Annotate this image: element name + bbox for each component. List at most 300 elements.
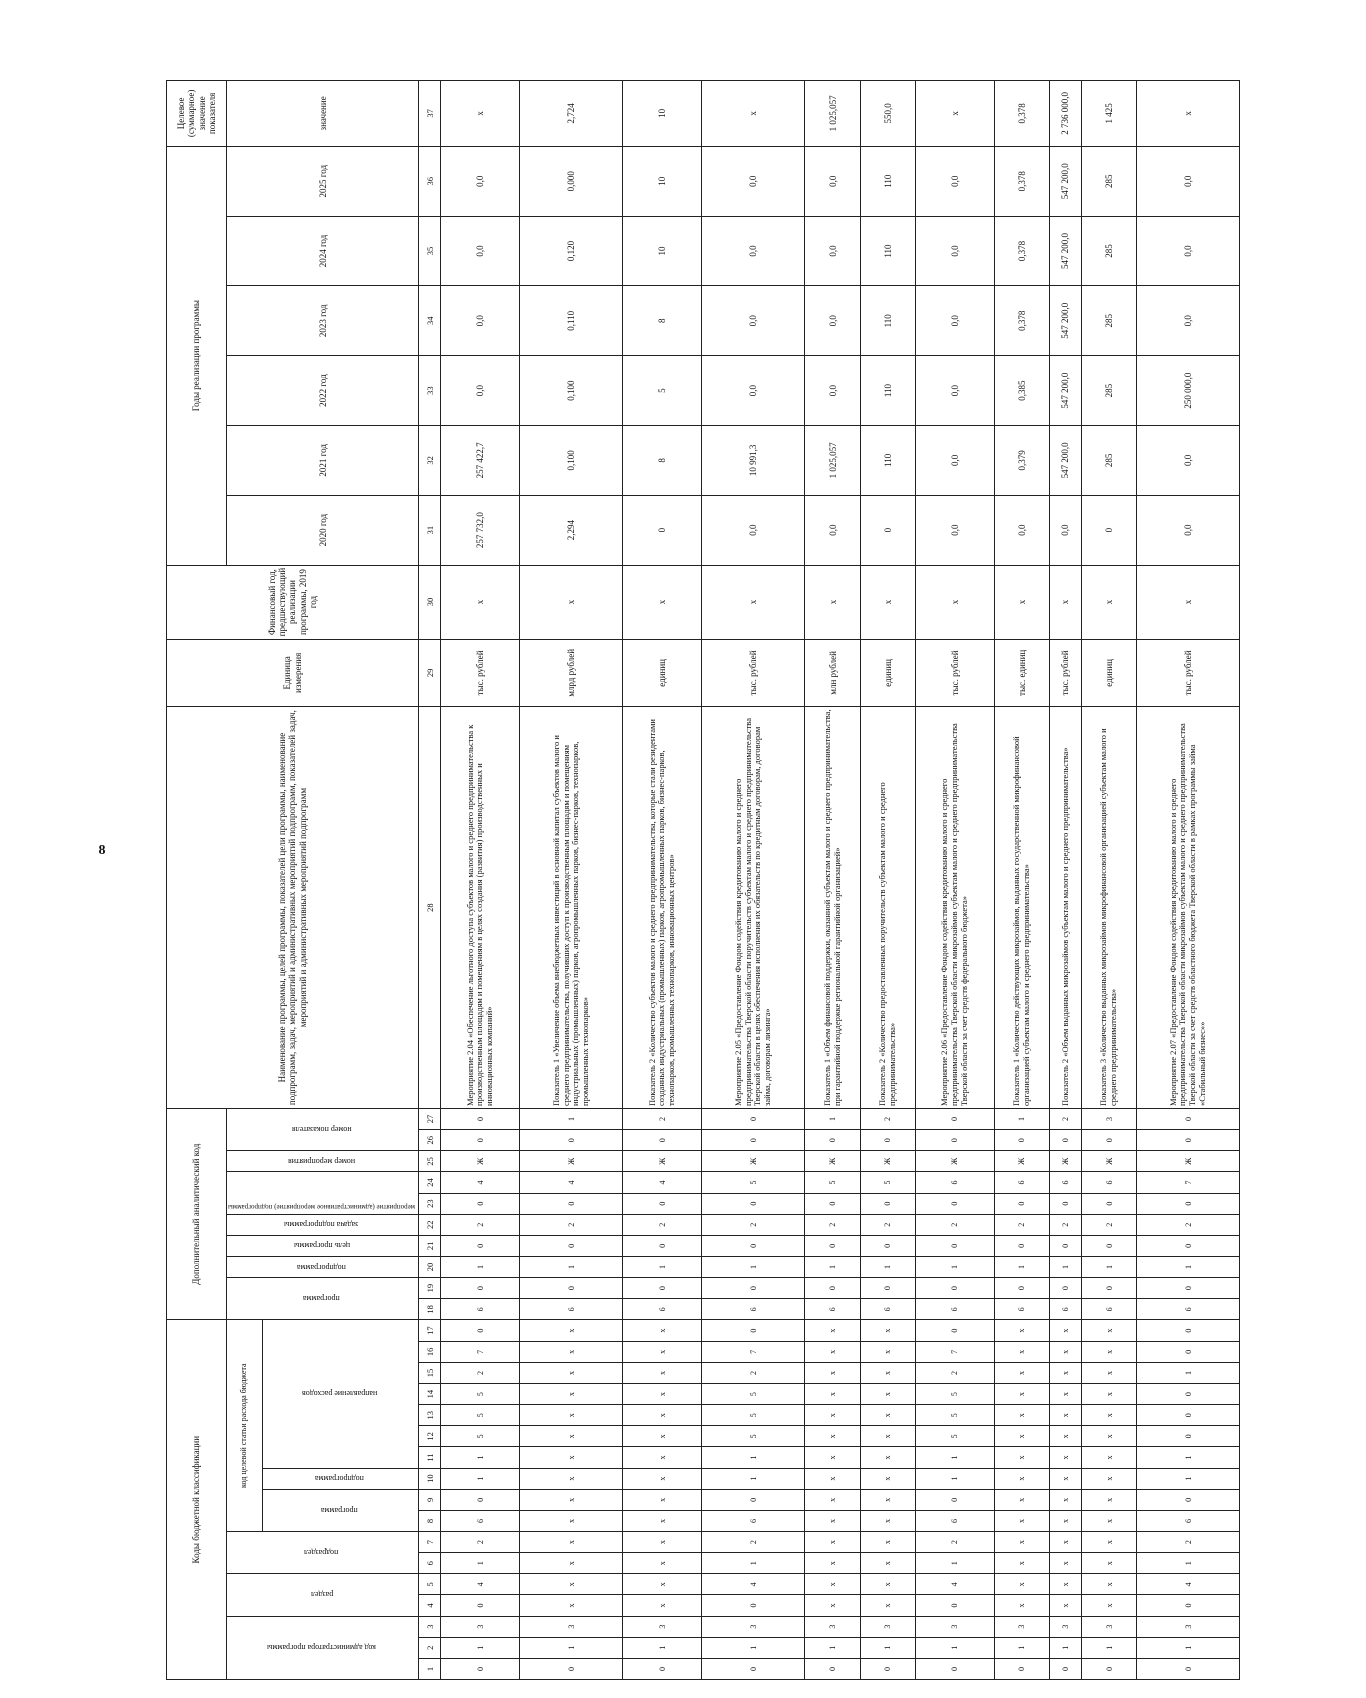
- column-number: 28: [419, 707, 441, 1109]
- year-value-cell: 0,0: [441, 286, 520, 356]
- code-cell: 0: [1050, 1193, 1082, 1214]
- code-cell: 0: [441, 1320, 520, 1341]
- code-cell: х: [805, 1468, 860, 1489]
- code-cell: 1: [1050, 1256, 1082, 1277]
- table-row: [702, 81, 805, 1680]
- unit-cell: единиц: [623, 639, 702, 707]
- code-cell: 5: [441, 1426, 520, 1447]
- code-cell: х: [1081, 1384, 1136, 1405]
- item-name-cell: Мероприятие 2.06 «Предоставление Фондом содействия кредитованию малого и среднего предпринимательства Тверской области микрозаймов субъектам малого и среднего предпринимательства Тверской области за счет средств федерального бюджета»: [915, 707, 994, 1109]
- item-name-cell: Мероприятие 2.04 «Обеспечение льготного доступа субъектов малого и среднего предпринимательства к производственным площадям и помещениям в целях создания (развития) производственных и инновационных компаний»: [441, 707, 520, 1109]
- code-cell: 0: [805, 1130, 860, 1151]
- code-cell: 1: [994, 1108, 1049, 1129]
- code-cell: 0: [1081, 1235, 1136, 1256]
- year-value-cell: 5: [623, 356, 702, 426]
- code-cell: 0: [623, 1235, 702, 1256]
- target-group-header: Целевое (суммарное) значение показателя: [167, 81, 227, 147]
- year-value-cell: 257 422,7: [441, 425, 520, 495]
- code-cell: х: [1050, 1468, 1082, 1489]
- year-value-cell: 0,0: [994, 495, 1049, 565]
- code-cell: 0: [1050, 1658, 1082, 1679]
- code-cell: 6: [805, 1299, 860, 1320]
- code-cell: х: [805, 1341, 860, 1362]
- code-cell: 2: [994, 1214, 1049, 1235]
- unit-cell: единиц: [860, 639, 915, 707]
- base-year-cell: х: [702, 565, 805, 639]
- year-value-cell: 0,0: [805, 216, 860, 286]
- column-number: 19: [419, 1278, 441, 1299]
- subprogram2-header: подпрограмма: [227, 1256, 419, 1277]
- code-cell: 1: [623, 1637, 702, 1658]
- code-cell: х: [1050, 1362, 1082, 1383]
- code-cell: х: [1050, 1405, 1082, 1426]
- budget-codes-header: Коды бюджетной классификации: [167, 1320, 227, 1680]
- year-value-cell: 0,378: [994, 286, 1049, 356]
- unit-cell: тыс. рублей: [1137, 639, 1240, 707]
- code-cell: 1: [441, 1447, 520, 1468]
- code-cell: 0: [1137, 1193, 1240, 1214]
- year-value-cell: 110: [860, 146, 915, 216]
- code-cell: 1: [520, 1108, 623, 1129]
- code-cell: 1: [805, 1256, 860, 1277]
- code-cell: Ж: [702, 1151, 805, 1172]
- target-value-cell: х: [915, 81, 994, 147]
- code-cell: 1: [915, 1256, 994, 1277]
- code-cell: 0: [1050, 1235, 1082, 1256]
- code-cell: Ж: [915, 1151, 994, 1172]
- code-cell: х: [994, 1362, 1049, 1383]
- year-value-cell: 0,0: [1137, 146, 1240, 216]
- code-cell: 0: [1050, 1130, 1082, 1151]
- target-value-cell: 0,378: [994, 81, 1049, 147]
- code-cell: 1: [441, 1468, 520, 1489]
- code-cell: х: [520, 1489, 623, 1510]
- column-number: 1: [419, 1658, 441, 1679]
- code-cell: х: [1081, 1447, 1136, 1468]
- year-value-cell: 0,0: [805, 495, 860, 565]
- code-cell: 3: [1081, 1616, 1136, 1637]
- code-cell: х: [1081, 1341, 1136, 1362]
- code-cell: 1: [520, 1256, 623, 1277]
- code-cell: х: [860, 1553, 915, 1574]
- code-cell: х: [994, 1468, 1049, 1489]
- column-number: 31: [419, 495, 441, 565]
- code-cell: х: [805, 1405, 860, 1426]
- code-cell: 0: [1137, 1108, 1240, 1129]
- code-cell: х: [623, 1489, 702, 1510]
- column-number: 7: [419, 1532, 441, 1553]
- code-cell: 0: [520, 1193, 623, 1214]
- code-cell: х: [805, 1320, 860, 1341]
- year-value-cell: 285: [1081, 146, 1136, 216]
- code-cell: х: [860, 1405, 915, 1426]
- code-cell: 0: [1137, 1384, 1240, 1405]
- code-cell: Ж: [1050, 1151, 1082, 1172]
- code-cell: х: [1050, 1553, 1082, 1574]
- code-cell: 3: [520, 1616, 623, 1637]
- code-cell: 0: [520, 1658, 623, 1679]
- code-cell: 0: [915, 1489, 994, 1510]
- code-cell: 3: [805, 1616, 860, 1637]
- code-cell: х: [1081, 1553, 1136, 1574]
- code-cell: 2: [441, 1362, 520, 1383]
- column-number: 17: [419, 1320, 441, 1341]
- item-name-cell: Показатель 1 «Объем финансовой поддержки, оказанной субъектам малого и среднего предпринимательства, при гарантийной поддержке региональной гарантийной организацией»: [805, 707, 860, 1109]
- column-number: 5: [419, 1574, 441, 1595]
- code-cell: 0: [805, 1193, 860, 1214]
- code-cell: х: [623, 1510, 702, 1531]
- target-value-cell: х: [441, 81, 520, 147]
- code-cell: х: [994, 1553, 1049, 1574]
- code-cell: 0: [702, 1130, 805, 1151]
- base-year-header: Финансовый год, предшествующий реализации программы, 2019 год: [167, 565, 419, 639]
- code-cell: х: [623, 1320, 702, 1341]
- code-cell: 0: [994, 1658, 1049, 1679]
- code-cell: х: [805, 1447, 860, 1468]
- code-cell: 3: [702, 1616, 805, 1637]
- table-row: [1050, 81, 1082, 1680]
- code-cell: 0: [1137, 1320, 1240, 1341]
- code-cell: 0: [1137, 1489, 1240, 1510]
- column-number: 25: [419, 1151, 441, 1172]
- code-cell: 5: [915, 1384, 994, 1405]
- code-cell: х: [1081, 1405, 1136, 1426]
- unit-cell: млн рублей: [805, 639, 860, 707]
- column-number: 26: [419, 1130, 441, 1151]
- code-cell: 1: [1137, 1637, 1240, 1658]
- item-name-cell: Мероприятие 2.07 «Предоставление Фондом содействия кредитованию малого и среднего предпринимательства Тверской области микрозаймов субъектам малого и среднего предпринимательства Тверской области за счет средств областного бюджета Тверской области в рамках программы займа «Стабильный бизнес»»: [1137, 707, 1240, 1109]
- year-value-cell: 547 200,0: [1050, 425, 1082, 495]
- code-cell: 0: [860, 1658, 915, 1679]
- year-value-cell: 0,0: [915, 146, 994, 216]
- code-cell: 5: [702, 1172, 805, 1193]
- code-cell: х: [1081, 1489, 1136, 1510]
- code-cell: х: [1050, 1532, 1082, 1553]
- code-cell: 4: [441, 1172, 520, 1193]
- code-cell: Ж: [623, 1151, 702, 1172]
- code-cell: 4: [915, 1574, 994, 1595]
- code-cell: х: [1050, 1384, 1082, 1405]
- code-cell: 2: [915, 1214, 994, 1235]
- code-cell: 0: [623, 1658, 702, 1679]
- code-cell: х: [1050, 1595, 1082, 1616]
- year-value-cell: 10: [623, 216, 702, 286]
- program-table: [166, 80, 1240, 1680]
- table-row: [623, 81, 702, 1680]
- code-cell: х: [520, 1595, 623, 1616]
- code-cell: 3: [860, 1616, 915, 1637]
- year-value-cell: 10: [623, 146, 702, 216]
- item-name-cell: Показатель 2 «Объем выданных микрозаймов субъектам малого и среднего предпринимательства»: [1050, 707, 1082, 1109]
- code-cell: 0: [915, 1658, 994, 1679]
- code-cell: 3: [441, 1616, 520, 1637]
- year-value-cell: 0,0: [915, 356, 994, 426]
- year-value-cell: 0: [860, 495, 915, 565]
- year-value-cell: 0,0: [702, 146, 805, 216]
- task-header: задача подпрограммы: [227, 1214, 419, 1235]
- code-cell: 0: [1081, 1130, 1136, 1151]
- code-cell: х: [994, 1447, 1049, 1468]
- code-cell: 0: [1137, 1426, 1240, 1447]
- year-value-cell: 0,0: [1137, 495, 1240, 565]
- code-cell: 2: [915, 1532, 994, 1553]
- table-row: [1081, 81, 1136, 1680]
- code-cell: х: [623, 1405, 702, 1426]
- code-cell: 5: [702, 1384, 805, 1405]
- measure-header: мероприятие (административное мероприятие) подпрограммы: [227, 1172, 419, 1214]
- code-cell: 1: [915, 1637, 994, 1658]
- code-cell: х: [623, 1553, 702, 1574]
- base-year-cell: х: [441, 565, 520, 639]
- code-cell: 2: [623, 1108, 702, 1129]
- code-cell: 4: [702, 1574, 805, 1595]
- code-cell: 0: [994, 1278, 1049, 1299]
- column-number: 32: [419, 425, 441, 495]
- target-value-cell: х: [1137, 81, 1240, 147]
- admin-code-header: код администратора программы: [227, 1616, 419, 1679]
- code-cell: х: [860, 1384, 915, 1405]
- code-cell: 0: [915, 1320, 994, 1341]
- code-cell: х: [805, 1510, 860, 1531]
- code-cell: 6: [441, 1510, 520, 1531]
- year-value-cell: 0,379: [994, 425, 1049, 495]
- code-cell: х: [805, 1595, 860, 1616]
- code-cell: 6: [994, 1299, 1049, 1320]
- additional-code-header: Дополнительный аналитический код: [167, 1108, 227, 1319]
- code-cell: х: [520, 1426, 623, 1447]
- code-cell: х: [1050, 1320, 1082, 1341]
- code-cell: 0: [860, 1235, 915, 1256]
- target-value-cell: 550,0: [860, 81, 915, 147]
- code-cell: 3: [1081, 1108, 1136, 1129]
- target-value-cell: 1 425: [1081, 81, 1136, 147]
- code-cell: 0: [441, 1658, 520, 1679]
- code-cell: 1: [994, 1637, 1049, 1658]
- table-row: [441, 81, 520, 1680]
- code-cell: 0: [1081, 1278, 1136, 1299]
- year-value-cell: 0,0: [1137, 216, 1240, 286]
- code-cell: 5: [702, 1405, 805, 1426]
- column-number: 33: [419, 356, 441, 426]
- year-value-cell: 0,0: [1137, 425, 1240, 495]
- year-value-cell: 0: [1081, 495, 1136, 565]
- table-row: [1137, 81, 1240, 1680]
- item-name-cell: Мероприятие 2.05 «Предоставление Фондом содействия кредитованию малого и среднего предпринимательства Тверской области поручительств субъектам малого и среднего предпринимательства Тверской области в целях обеспечения исполнения их обязательств по кредитным договорам, договорам займа, договорам лизинга»: [702, 707, 805, 1109]
- code-cell: х: [623, 1362, 702, 1383]
- code-cell: 0: [1137, 1658, 1240, 1679]
- base-year-cell: х: [915, 565, 994, 639]
- code-cell: Ж: [1137, 1151, 1240, 1172]
- code-cell: 1: [994, 1256, 1049, 1277]
- code-cell: 0: [702, 1108, 805, 1129]
- target-value-cell: 2,724: [520, 81, 623, 147]
- code-cell: 1: [915, 1553, 994, 1574]
- year-value-cell: 0,378: [994, 146, 1049, 216]
- table-row: [520, 81, 623, 1680]
- code-cell: 0: [520, 1130, 623, 1151]
- code-cell: 4: [623, 1172, 702, 1193]
- code-cell: 0: [805, 1278, 860, 1299]
- base-year-cell: х: [623, 565, 702, 639]
- code-cell: Ж: [520, 1151, 623, 1172]
- column-number: 12: [419, 1426, 441, 1447]
- code-cell: 1: [1137, 1362, 1240, 1383]
- code-cell: х: [994, 1426, 1049, 1447]
- code-cell: х: [805, 1489, 860, 1510]
- code-cell: 2: [1137, 1532, 1240, 1553]
- code-cell: 0: [994, 1193, 1049, 1214]
- code-cell: 6: [1137, 1299, 1240, 1320]
- code-cell: х: [623, 1532, 702, 1553]
- year-2022-header: 2022 год: [227, 356, 419, 426]
- code-cell: 0: [860, 1278, 915, 1299]
- base-year-cell: х: [860, 565, 915, 639]
- code-cell: 2: [1081, 1214, 1136, 1235]
- year-value-cell: 0: [623, 495, 702, 565]
- code-cell: 1: [1137, 1553, 1240, 1574]
- target-value-cell: 2 736 000,0: [1050, 81, 1082, 147]
- code-cell: х: [994, 1320, 1049, 1341]
- column-number: 15: [419, 1362, 441, 1383]
- year-value-cell: 0,0: [805, 146, 860, 216]
- code-cell: 1: [702, 1447, 805, 1468]
- year-2023-header: 2023 год: [227, 286, 419, 356]
- code-cell: 6: [702, 1510, 805, 1531]
- code-cell: 0: [702, 1235, 805, 1256]
- column-number: 29: [419, 639, 441, 707]
- code-cell: х: [1081, 1468, 1136, 1489]
- code-cell: х: [805, 1362, 860, 1383]
- code-cell: 1: [915, 1468, 994, 1489]
- code-cell: 1: [702, 1637, 805, 1658]
- program-header: программа: [263, 1489, 419, 1531]
- code-cell: 1: [1081, 1637, 1136, 1658]
- column-number: 34: [419, 286, 441, 356]
- code-cell: 0: [1137, 1278, 1240, 1299]
- code-cell: 1: [702, 1256, 805, 1277]
- year-value-cell: 110: [860, 216, 915, 286]
- year-value-cell: 0,0: [1050, 495, 1082, 565]
- code-cell: х: [1081, 1320, 1136, 1341]
- code-cell: х: [860, 1489, 915, 1510]
- year-value-cell: 0,0: [805, 356, 860, 426]
- code-cell: 2: [702, 1214, 805, 1235]
- code-cell: 0: [702, 1595, 805, 1616]
- code-cell: 0: [1137, 1130, 1240, 1151]
- code-cell: х: [860, 1341, 915, 1362]
- code-cell: 5: [805, 1172, 860, 1193]
- code-cell: 0: [623, 1278, 702, 1299]
- code-cell: х: [860, 1574, 915, 1595]
- column-number: 4: [419, 1595, 441, 1616]
- code-cell: 0: [1081, 1193, 1136, 1214]
- code-cell: 0: [915, 1595, 994, 1616]
- target-value-cell: 1 025,057: [805, 81, 860, 147]
- code-cell: 2: [805, 1214, 860, 1235]
- code-cell: 0: [915, 1130, 994, 1151]
- code-cell: 0: [441, 1278, 520, 1299]
- unit-cell: единиц: [1081, 639, 1136, 707]
- code-cell: 5: [860, 1172, 915, 1193]
- code-cell: х: [520, 1468, 623, 1489]
- code-cell: 4: [441, 1574, 520, 1595]
- code-cell: 1: [702, 1553, 805, 1574]
- code-cell: х: [994, 1595, 1049, 1616]
- column-number: 6: [419, 1553, 441, 1574]
- code-cell: х: [623, 1574, 702, 1595]
- code-cell: х: [805, 1532, 860, 1553]
- year-value-cell: 0,0: [702, 286, 805, 356]
- year-value-cell: 285: [1081, 356, 1136, 426]
- code-cell: 1: [520, 1637, 623, 1658]
- year-value-cell: 285: [1081, 286, 1136, 356]
- code-cell: 6: [1137, 1510, 1240, 1531]
- code-cell: 0: [1137, 1341, 1240, 1362]
- code-cell: х: [520, 1384, 623, 1405]
- year-value-cell: 0,0: [915, 286, 994, 356]
- code-cell: 3: [623, 1616, 702, 1637]
- year-value-cell: 0,0: [915, 216, 994, 286]
- item-name-cell: Показатель 3 «Количество выданных микрозаймов микрофинансовой организацией субъектам малого и среднего предпринимательства»: [1081, 707, 1136, 1109]
- code-cell: 0: [860, 1193, 915, 1214]
- code-cell: х: [623, 1426, 702, 1447]
- code-cell: 0: [915, 1108, 994, 1129]
- year-value-cell: 8: [623, 425, 702, 495]
- code-cell: х: [994, 1341, 1049, 1362]
- year-value-cell: 0,385: [994, 356, 1049, 426]
- code-cell: 1: [441, 1637, 520, 1658]
- code-cell: х: [520, 1553, 623, 1574]
- code-cell: х: [805, 1574, 860, 1595]
- code-cell: х: [520, 1320, 623, 1341]
- column-number: 27: [419, 1108, 441, 1129]
- code-cell: Ж: [805, 1151, 860, 1172]
- table-row: [860, 81, 915, 1680]
- code-cell: х: [994, 1405, 1049, 1426]
- code-cell: х: [860, 1362, 915, 1383]
- code-cell: 0: [1050, 1278, 1082, 1299]
- code-cell: х: [994, 1489, 1049, 1510]
- column-number: 3: [419, 1616, 441, 1637]
- column-number: 18: [419, 1299, 441, 1320]
- code-cell: 0: [1081, 1658, 1136, 1679]
- year-value-cell: 2,294: [520, 495, 623, 565]
- column-number: 23: [419, 1193, 441, 1214]
- indicator-no-header: номер показателя: [227, 1108, 419, 1150]
- code-cell: 5: [441, 1384, 520, 1405]
- code-cell: 0: [994, 1130, 1049, 1151]
- code-cell: х: [623, 1447, 702, 1468]
- code-cell: 2: [1137, 1214, 1240, 1235]
- code-cell: 1: [441, 1553, 520, 1574]
- year-2025-header: 2025 год: [227, 146, 419, 216]
- years-header: Годы реализации программы: [167, 146, 227, 565]
- code-cell: х: [1081, 1362, 1136, 1383]
- code-cell: х: [623, 1595, 702, 1616]
- year-value-cell: 110: [860, 286, 915, 356]
- column-number: 8: [419, 1510, 441, 1531]
- program2-header: программа: [227, 1278, 419, 1320]
- code-cell: х: [1050, 1447, 1082, 1468]
- code-cell: 7: [1137, 1172, 1240, 1193]
- name-header: Наименование программы, целей программы, показателей цели программы, наименование подпрограмм, задач, мероприятий и административных мероприятий подпрограмм, показателей задач, мероприятий и административных мероприятий подпрограмм: [167, 707, 419, 1109]
- code-cell: 2: [441, 1214, 520, 1235]
- code-cell: 2: [860, 1214, 915, 1235]
- code-cell: 0: [623, 1130, 702, 1151]
- table-row: [994, 81, 1049, 1680]
- code-cell: 1: [702, 1468, 805, 1489]
- code-cell: 1: [860, 1256, 915, 1277]
